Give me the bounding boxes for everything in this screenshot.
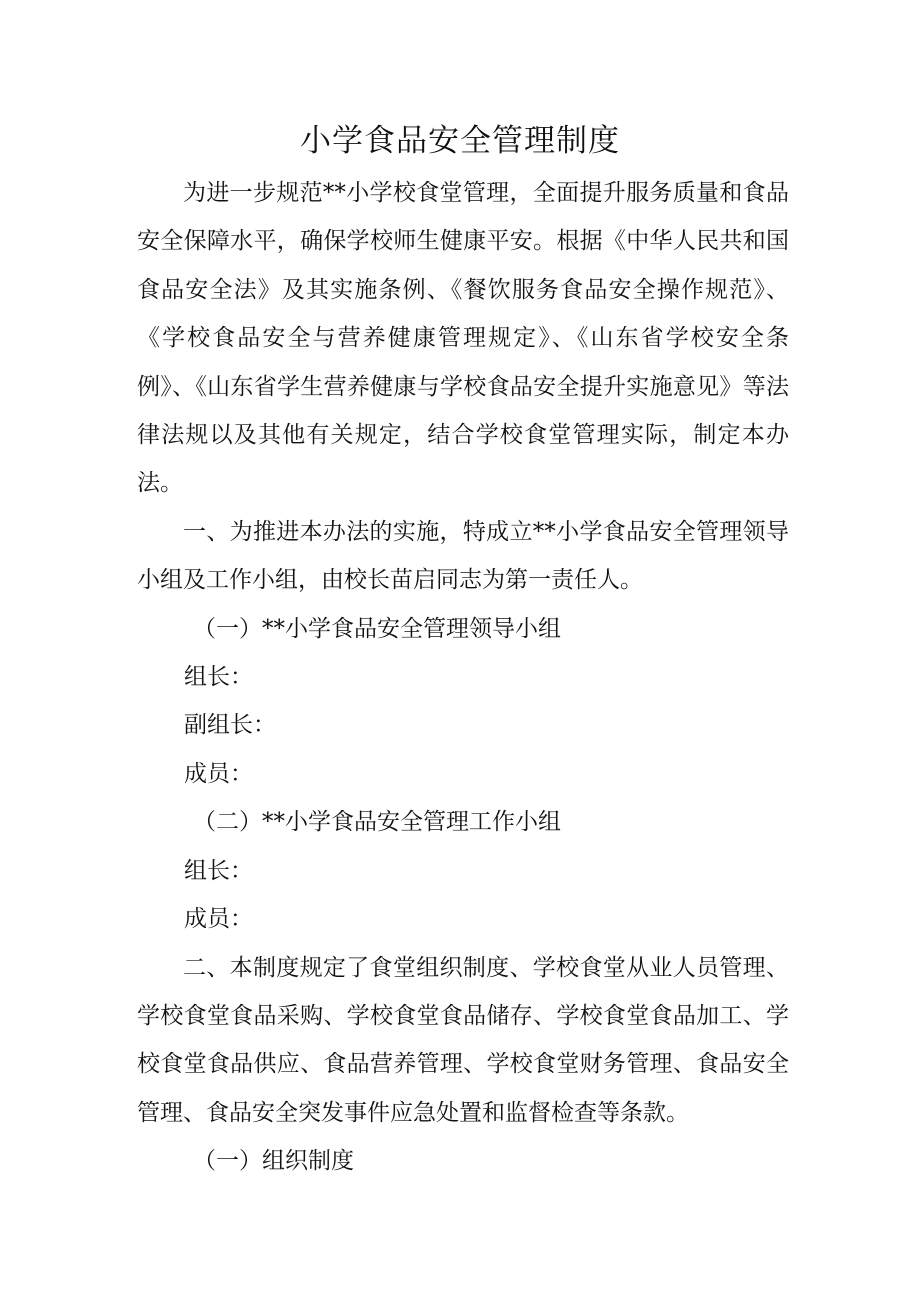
working-group-leader: 组长： xyxy=(184,857,253,884)
leadership-group-members: 成员： xyxy=(184,760,253,787)
leadership-group-deputy-leader: 副组长： xyxy=(184,712,276,739)
section-one-paragraph: 一、为推进本办法的实施，特成立**小学食品安全管理领导小组及工作小组，由校长苗启同志为第一责任人。 xyxy=(137,518,789,594)
section-two-paragraph: 二、本制度规定了食堂组织制度、学校食堂从业人员管理、学校食堂食品采购、学校食堂食品储存、学校食堂食品加工、学校食堂食品供应、食品营养管理、学校食堂财务管理、食品安全管理、食品安全突发事件应急处置和监督检查等条款。 xyxy=(137,954,789,1126)
working-group-heading: （二）**小学食品安全管理工作小组 xyxy=(193,809,561,836)
organization-system-heading: （一）组织制度 xyxy=(193,1148,354,1175)
working-group-members: 成员： xyxy=(184,906,253,933)
leadership-group-leader: 组长： xyxy=(184,664,253,691)
document-body xyxy=(137,169,789,1186)
intro-paragraph: 为进一步规范**小学校食堂管理，全面提升服务质量和食品安全保障水平，确保学校师生健康平安。根据《中华人民共和国食品安全法》及其实施条例、《餐饮服务食品安全操作规范》、《学校食品安全与营养健康管理规定》、《山东省学校安全条例》、《山东省学生营养健康与学校食品安全提升实施意见》等法律法规以及其他有关规定，结合学校食堂管理实际，制定本办法。 xyxy=(137,180,789,497)
document-title: 小学食品安全管理制度 xyxy=(300,123,620,159)
leadership-group-heading: （一）**小学食品安全管理领导小组 xyxy=(193,615,561,642)
